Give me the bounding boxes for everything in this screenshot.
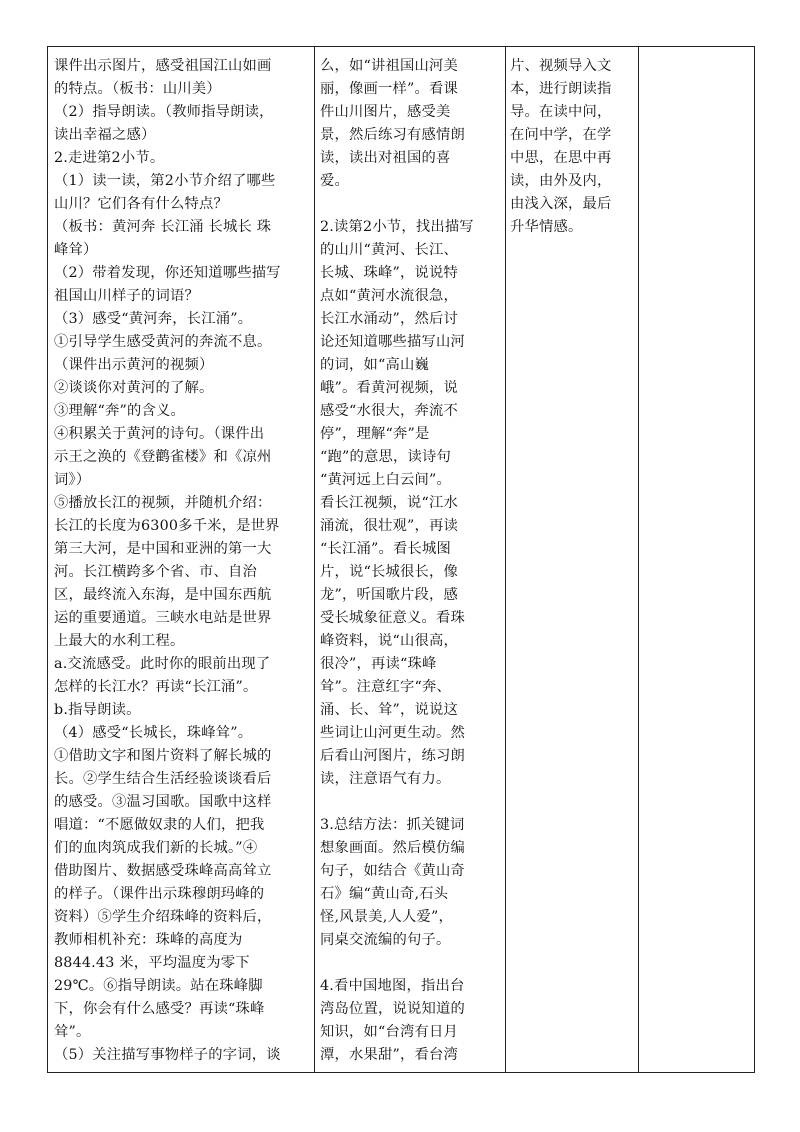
paragraph-gap [320, 952, 500, 975]
text-line: 的感受。③温习国歌。国歌中这样 [54, 794, 272, 810]
text-line: ②谈谈你对黄河的了解。 [54, 380, 214, 396]
text-line: 长城、珠峰”，说说特 [320, 265, 458, 281]
column-divider [314, 47, 315, 1072]
text-line: 些词让山河更生动。然 [320, 725, 465, 741]
text-line: 涌、长、耸”，说说这 [320, 702, 458, 718]
text-line: （2）指导朗读。（教师指导朗读， [54, 104, 274, 120]
text-line: 峰耸） [54, 242, 98, 258]
text-line: （课件出示黄河的视频） [54, 357, 214, 373]
text-line: 们的血肉筑成我们新的长城。”④ [54, 840, 258, 856]
text-line: 示王之涣的《登鹳雀楼》和《凉州 [54, 449, 272, 465]
text-line: 河。长江横跨多个省、市、自治 [54, 564, 257, 580]
text-line: 爱。 [320, 173, 349, 189]
text-line: 4.看中国地图，指出台 [320, 978, 465, 994]
text-line: 涌流，很壮观”，再读 [320, 518, 458, 534]
text-line: a.交流感受。此时你的眼前出现了 [54, 656, 271, 672]
text-line: 同桌交流编的句子。 [320, 932, 451, 948]
column-divider [638, 47, 639, 1072]
text-line: 2.读第2小节，找出描写 [320, 219, 474, 235]
text-line: 想象画面。然后模仿编 [320, 840, 465, 856]
text-line: 后看山河图片，练习朗 [320, 748, 465, 764]
text-line: 本，进行朗读指 [510, 81, 612, 97]
text-line: 龙”，听国歌片段，感 [320, 587, 458, 603]
text-line: 停”，理解“奔”是 [320, 426, 430, 442]
text-line: 的样子。（课件出示珠穆朗玛峰的 [54, 886, 265, 902]
text-line: 峰资料，说“山很高， [320, 633, 458, 649]
text-line: 很冷”，再读“珠峰 [320, 656, 437, 672]
design-intent-cell [510, 55, 636, 239]
text-line: 耸”。 [54, 1024, 91, 1040]
text-line: 片、视频导入文 [510, 58, 612, 74]
teacher-activity-cell [54, 55, 312, 1067]
text-line: 读出幸福之感） [54, 127, 156, 143]
text-line: 长江的长度为6300多千米，是世界 [54, 518, 280, 534]
text-line: 资料）⑤学生介绍珠峰的资料后， [54, 909, 272, 925]
text-line: 片，说“长城很长，像 [320, 564, 458, 580]
text-line: 峨”。看黄河视频，说 [320, 380, 458, 396]
column-divider [505, 47, 506, 1072]
text-line: ③理解“奔”的含义。 [54, 403, 185, 419]
lesson-plan-table [47, 46, 755, 1073]
text-line: （板书：黄河奔 长江涌 长城长 珠 [54, 219, 272, 235]
text-line: 怎样的长江水？再读“长江涌”。 [54, 679, 258, 695]
text-line: 件山川图片，感受美 [320, 104, 451, 120]
text-line: 上最大的水利工程。 [54, 633, 185, 649]
text-line: 借助图片、数据感受珠峰高高耸立 [54, 863, 272, 879]
text-line: 运的重要通道。三峡水电站是世界 [54, 610, 272, 626]
text-line: 景，然后练习有感情朗 [320, 127, 465, 143]
text-line: 点如“黄河水流很急， [320, 288, 458, 304]
text-line: 读，读出对祖国的喜 [320, 150, 451, 166]
text-line: 区，最终流入东海，是中国东西航 [54, 587, 272, 603]
text-line: b.指导朗读。 [54, 702, 141, 718]
text-line: （1）读一读，第2小节介绍了哪些 [54, 173, 276, 189]
text-line: “黄河远上白云间”。 [320, 472, 451, 488]
paragraph-gap [320, 193, 500, 216]
text-line: “长江涌”。看长城图 [320, 541, 451, 557]
text-line: 怪,风景美,人人爱”， [320, 909, 453, 925]
text-line: 潭，水果甜”，看台湾 [320, 1047, 458, 1063]
text-line: 论还知道哪些描写山河 [320, 334, 465, 350]
text-line: 3.总结方法：抓关键词 [320, 817, 465, 833]
text-line: （4）感受“长城长，珠峰耸”。 [54, 725, 253, 741]
text-line: 词》） [54, 472, 91, 488]
text-line: ④积累关于黄河的诗句。（课件出 [54, 426, 265, 442]
text-line: 课件出示图片，感受祖国江山如画 [54, 58, 272, 74]
text-line: 中思，在思中再 [510, 150, 612, 166]
text-line: 山川？它们各有什么特点？ [54, 196, 228, 212]
text-line: ①借助文字和图片资料了解长城的 [54, 748, 272, 764]
text-line: 唱道：“不愿做奴隶的人们，把我 [54, 817, 265, 833]
text-line: 长。②学生结合生活经验谈谈看后 [54, 771, 272, 787]
text-line: 丽，像画一样”。看课 [320, 81, 458, 97]
text-line: 石》编“黄山奇,石头 [320, 886, 449, 902]
text-line: 祖国山川样子的词语？ [54, 288, 199, 304]
text-line: 么，如“讲祖国山河美 [320, 58, 458, 74]
text-line: 长江水涌动”，然后讨 [320, 311, 458, 327]
text-line: 8844.43 米，平均温度为零下 [54, 955, 250, 971]
text-line: “跑”的意思，读诗句 [320, 449, 451, 465]
text-line: （2）带着发现，你还知道哪些描写 [54, 265, 281, 281]
text-line: ①引导学生感受黄河的奔流不息。 [54, 334, 272, 350]
student-activity-cell [320, 55, 500, 1067]
text-line: 感受“水很大，奔流不 [320, 403, 458, 419]
text-line: 29℃。⑥指导朗读。站在珠峰脚 [54, 978, 263, 994]
text-line: 耸”。注意红字“奔、 [320, 679, 451, 695]
text-line: 第三大河，是中国和亚洲的第一大 [54, 541, 272, 557]
text-line: 在问中学，在学 [510, 127, 612, 143]
paragraph-gap [320, 791, 500, 814]
text-line: ⑤播放长江的视频，并随机介绍： [54, 495, 272, 511]
text-line: 的词，如“高山巍 [320, 357, 429, 373]
text-line: 湾岛位置，说说知道的 [320, 1001, 465, 1017]
text-line: 由浅入深，最后 [510, 196, 612, 212]
text-line: 的山川“黄河、长江、 [320, 242, 458, 258]
text-line: 的特点。（板书：山川美） [54, 81, 221, 97]
text-line: （5）关注描写事物样子的字词，谈 [54, 1047, 281, 1063]
text-line: （3）感受“黄河奔，长江涌”。 [54, 311, 253, 327]
text-line: 受长城象征意义。看珠 [320, 610, 465, 626]
text-line: 2.走进第2小节。 [54, 150, 165, 166]
text-line: 升华情感。 [510, 219, 583, 235]
text-line: 看长江视频，说“江水 [320, 495, 458, 511]
text-line: 导。在读中问， [510, 104, 612, 120]
text-line: 读，由外及内， [510, 173, 612, 189]
text-line: 下，你会有什么感受？再读“珠峰 [54, 1001, 265, 1017]
text-line: 知识，如“台湾有日月 [320, 1024, 458, 1040]
text-line: 读，注意语气有力。 [320, 771, 451, 787]
text-line: 教师相机补充：珠峰的高度为 [54, 932, 243, 948]
text-line: 句子，如结合《黄山奇 [320, 863, 465, 879]
